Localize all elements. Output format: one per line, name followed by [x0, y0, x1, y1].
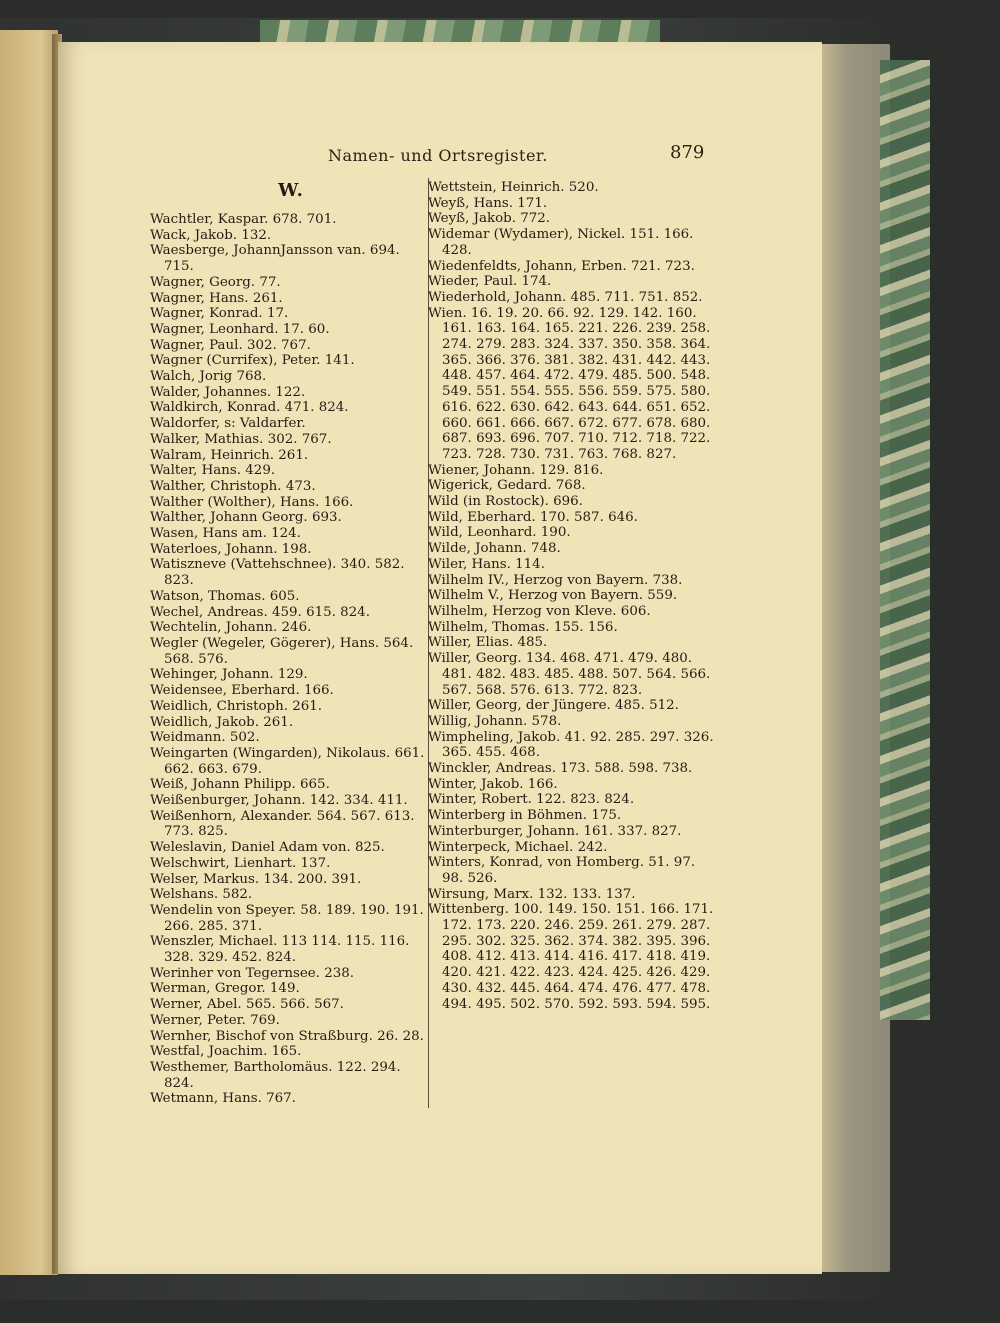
index-entry: Wiederhold, Johann. 485. 711. 751. 852.	[428, 289, 703, 305]
index-entry: Watson, Thomas. 605.	[150, 588, 300, 604]
index-entry: Wiener, Johann. 129. 816.	[428, 462, 604, 478]
index-entry: Weißenhorn, Alexander. 564. 567. 613. 773. 825.	[150, 808, 415, 840]
index-entry: Wack, Jakob. 132.	[150, 227, 272, 243]
index-entry: Wilde, Johann. 748.	[428, 541, 561, 557]
index-entry: Wieder, Paul. 174.	[428, 274, 552, 290]
index-entry: Walther, Christoph. 473.	[150, 478, 316, 494]
index-entry: Waesberge, JohannJansson van. 694. 715.	[150, 243, 400, 275]
facing-page-edge	[0, 30, 58, 1275]
index-entry: Winterburger, Johann. 161. 337. 827.	[428, 823, 682, 839]
index-entry: Weidmann. 502.	[150, 730, 260, 746]
index-entry: Walther (Wolther), Hans. 166.	[150, 494, 354, 510]
index-entry: Wirsung, Marx. 132. 133. 137.	[428, 886, 636, 902]
index-entry: Waldorfer, s: Valdarfer.	[150, 416, 306, 432]
index-entry: Weißenburger, Johann. 142. 334. 411.	[150, 793, 408, 809]
index-entry: Wilhelm, Herzog von Kleve. 606.	[428, 603, 651, 619]
index-entry: Wagner, Leonhard. 17. 60.	[150, 321, 330, 337]
marbled-endpaper-side	[880, 60, 930, 1020]
index-entry: Wiedenfeldts, Johann, Erben. 721. 723.	[428, 258, 695, 274]
index-entry: Waterloes, Johann. 198.	[150, 541, 312, 557]
index-entry: Wittenberg. 100. 149. 150. 151. 166. 171. 172. 173. 220. 246. 259. 261. 279. 287. 295. 302. 325. 362. 374. 382. 395. 396. 408. 412. 413. 414. 416. 417. 418. 419. 420. 421. 422. 423. 424. 425. 426. 429. 430. 432. 445. 464. 474. 476. 477. 478. 494. 495. 502. 570. 592. 593. 594. 595.	[428, 902, 714, 1012]
index-entry: Weingarten (Wingarden), Nikolaus. 661. 662. 663. 679.	[150, 745, 425, 777]
index-entry: Winckler, Andreas. 173. 588. 598. 738.	[428, 761, 693, 777]
index-entry: Wetmann, Hans. 767.	[150, 1091, 296, 1107]
index-entry: Walker, Mathias. 302. 767.	[150, 431, 332, 447]
index-entry: Wehinger, Johann. 129.	[150, 667, 308, 683]
left-entry-list	[150, 212, 432, 1107]
index-entry: Willer, Elias. 485.	[428, 635, 548, 651]
index-entry: Werner, Peter. 769.	[150, 1012, 280, 1028]
section-letter-heading: W.	[278, 180, 304, 201]
index-entry: Wagner, Hans. 261.	[150, 290, 283, 306]
index-entry: Wettstein, Heinrich. 520.	[428, 180, 599, 195]
index-entry: Walch, Jorig 768.	[150, 369, 267, 385]
index-entry: Wimpheling, Jakob. 41. 92. 285. 297. 326. 365. 455. 468.	[428, 729, 714, 761]
right-entry-list	[428, 180, 718, 1012]
index-entry: Wien. 16. 19. 20. 66. 92. 129. 142. 160. 161. 163. 164. 165. 221. 226. 239. 258. 274. 279. 283. 324. 337. 350. 358. 364. 365. 366. 376. 381. 382. 431. 442. 443. 448. 457. 464. 472. 479. 485. 500. 548. 549. 551. 554. 555. 556. 559. 575. 580. 616. 622. 630. 642. 643. 644. 651. 652. 660. 661. 666. 667. 672. 677. 678. 680. 687. 693. 696. 707. 710. 712. 718. 722. 723. 728. 730. 731. 763. 768. 827.	[428, 305, 711, 462]
index-entry: Welschwirt, Lienhart. 137.	[150, 855, 331, 871]
index-entry: Wendelin von Speyer. 58. 189. 190. 191. 266. 285. 371.	[150, 902, 424, 934]
index-entry: Weleslavin, Daniel Adam von. 825.	[150, 840, 385, 856]
index-entry: Wilhelm V., Herzog von Bayern. 559.	[428, 588, 678, 604]
index-entry: Wagner (Currifex), Peter. 141.	[150, 353, 355, 369]
index-entry: Waldkirch, Konrad. 471. 824.	[150, 400, 349, 416]
index-entry: Wagner, Konrad. 17.	[150, 306, 289, 322]
index-entry: Walter, Hans. 429.	[150, 463, 276, 479]
index-entry: Weidensee, Eberhard. 166.	[150, 683, 334, 699]
index-entry: Wenszler, Michael. 113 114. 115. 116. 328. 329. 452. 824.	[150, 934, 410, 966]
index-entry: Winters, Konrad, von Homberg. 51. 97. 98. 526.	[428, 855, 696, 886]
index-entry: Westhemer, Bartholomäus. 122. 294. 824.	[150, 1059, 401, 1091]
index-entry: Winterberg in Böhmen. 175.	[428, 808, 622, 824]
index-entry: Wegler (Wegeler, Gögerer), Hans. 564. 568. 576.	[150, 635, 414, 667]
index-column-left	[150, 180, 432, 1107]
index-entry: Wilhelm IV., Herzog von Bayern. 738.	[428, 572, 683, 588]
index-entry: Werner, Abel. 565. 566. 567.	[150, 997, 344, 1013]
index-column-right	[428, 180, 718, 1012]
index-entry: Wechel, Andreas. 459. 615. 824.	[150, 604, 370, 620]
running-header	[58, 142, 822, 172]
index-entry: Willig, Johann. 578.	[428, 713, 562, 729]
index-entry: Weyß, Hans. 171.	[428, 195, 548, 211]
marbled-endpaper-top	[260, 20, 660, 44]
index-entry: Werinher von Tegernsee. 238.	[150, 965, 355, 981]
index-entry: Westfal, Joachim. 165.	[150, 1044, 302, 1060]
index-entry: Wasen, Hans am. 124.	[150, 526, 301, 542]
index-entry: Weidlich, Christoph. 261.	[150, 698, 323, 714]
index-entry: Wild (in Rostock). 696.	[428, 494, 583, 510]
index-entry: Weiß, Johann Philipp. 665.	[150, 777, 330, 793]
index-entry: Willer, Georg, der Jüngere. 485. 512.	[428, 698, 679, 714]
book-page	[58, 42, 822, 1274]
index-entry: Willer, Georg. 134. 468. 471. 479. 480. 481. 482. 483. 485. 488. 507. 564. 566. 567. 568. 576. 613. 772. 823.	[428, 651, 711, 698]
index-entry: Winter, Jakob. 166.	[428, 776, 558, 792]
index-entry: Watiszneve (Vattehschnee). 340. 582. 823.	[150, 557, 405, 589]
index-entry: Walram, Heinrich. 261.	[150, 447, 309, 463]
index-entry: Wernher, Bischof von Straßburg. 26. 28.	[150, 1028, 424, 1044]
index-entry: Welser, Markus. 134. 200. 391.	[150, 871, 362, 887]
index-entry: Wachtler, Kaspar. 678. 701.	[150, 212, 337, 227]
index-entry: Weidlich, Jakob. 261.	[150, 714, 294, 730]
index-entry: Weyß, Jakob. 772.	[428, 211, 551, 227]
index-entry: Wild, Leonhard. 190.	[428, 525, 571, 541]
index-entry: Wechtelin, Johann. 246.	[150, 620, 312, 636]
index-entry: Wilhelm, Thomas. 155. 156.	[428, 619, 618, 635]
index-entry: Wigerick, Gedard. 768.	[428, 478, 586, 494]
index-entry: Winterpeck, Michael. 242.	[428, 839, 608, 855]
index-entry: Wild, Eberhard. 170. 587. 646.	[428, 509, 638, 525]
index-entry: Wagner, Paul. 302. 767.	[150, 337, 311, 353]
running-header-title: Namen- und Ortsregister.	[328, 146, 548, 165]
index-entry: Wagner, Georg. 77.	[150, 274, 281, 290]
index-entry: Winter, Robert. 122. 823. 824.	[428, 792, 635, 808]
index-entry: Wiler, Hans. 114.	[428, 556, 545, 572]
index-entry: Widemar (Wydamer), Nickel. 151. 166. 428.	[428, 227, 694, 258]
index-entry: Walther, Johann Georg. 693.	[150, 510, 342, 526]
index-entry: Welshans. 582.	[150, 887, 253, 903]
page-number: 879	[670, 142, 705, 163]
index-entry: Werman, Gregor. 149.	[150, 981, 300, 997]
index-entry: Walder, Johannes. 122.	[150, 384, 306, 400]
